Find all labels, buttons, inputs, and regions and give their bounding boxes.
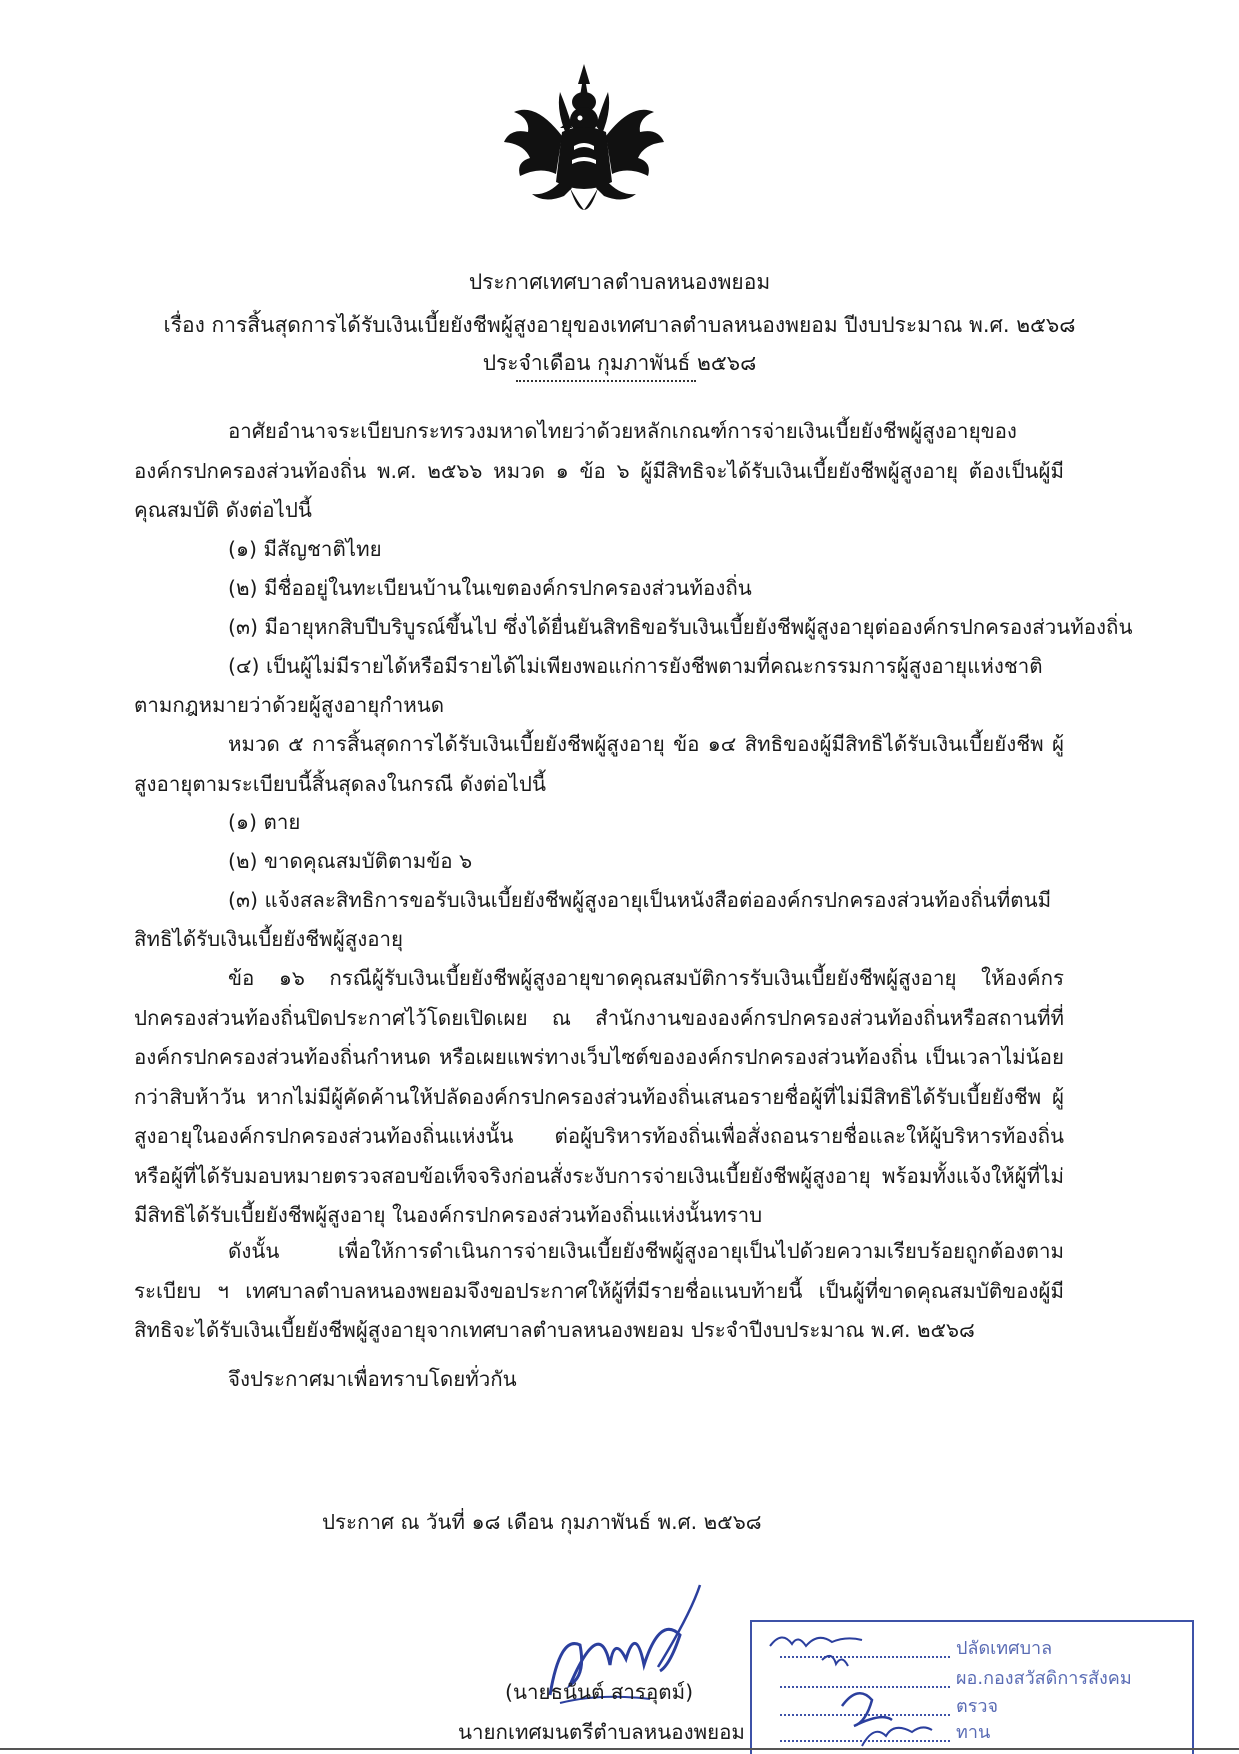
qualification-4-continued: ตามกฎหมายว่าด้วยผู้สูงอายุกำหนด — [134, 693, 445, 717]
announcement-date: ประกาศ ณ วันที่ ๑๘ เดือน กุมภาพันธ์ พ.ศ. ๒๕๖๘ — [322, 1510, 762, 1534]
approval-stamp — [750, 1620, 1194, 1754]
intro-paragraph: อาศัยอำนาจระเบียบกระทรวงมหาดไทยว่าด้วยหลักเกณฑ์การจ่ายเงินเบี้ยยังชีพผู้สูงอายุของ องค์กรปกครองส่วนท้องถิ่น พ.ศ. ๒๕๖๖ หมวด ๑ ข้อ ๖ ผู้มีสิทธิจะได้รับเงินเบี้ยยังชีพผู้สูงอายุ ต้องเป็นผู้มี คุณสมบัติ ดังต่อไปนี้ — [134, 419, 1064, 522]
qualification-4: (๔) เป็นผู้ไม่มีรายได้หรือมีรายได้ไม่เพียงพอแก่การยังชีพตามที่คณะกรรมการผู้สูงอายุแห่งชาติ — [228, 654, 1043, 678]
termination-2: (๒) ขาดคุณสมบัติตามข้อ ๖ — [228, 849, 473, 873]
section5-paragraph: หมวด ๕ การสิ้นสุดการได้รับเงินเบี้ยยังชีพผู้สูงอายุ ข้อ ๑๔ สิทธิของผู้มีสิทธิได้รับเงินเบี้ยยังชีพ ผู้สูงอายุตามระเบียบนี้สิ้นสุดลงในกรณี ดังต่อไปนี้ — [134, 732, 1064, 796]
termination-3: (๓) แจ้งสละสิทธิการขอรับเงินเบี้ยยังชีพผู้สูงอายุเป็นหนังสือต่อองค์กรปกครองส่วนท้องถิ่นที่ตนมี — [228, 888, 1052, 912]
signer-name: (นายธนันต์ สารอุตม์) — [505, 1680, 694, 1704]
announcement-title: ประกาศเทศบาลตำบลหนองพยอม — [468, 270, 771, 294]
qualification-3: (๓) มีอายุหกสิบปีบริบูรณ์ขึ้นไป ซึ่งได้ยื่นยันสิทธิขอรับเงินเบี้ยยังชีพผู้สูงอายุต่อองค์กรปกครองส่วนท้องถิ่น — [228, 615, 1133, 639]
stamp-label: ผอ.กองสวัสดิการสังคม — [956, 1668, 1132, 1689]
signer-title: นายกเทศมนตรีตำบลหนองพยอม — [458, 1720, 745, 1744]
stamp-initials-mark — [762, 1626, 962, 1754]
announcement-month: ประจำเดือน กุมภาพันธ์ ๒๕๖๘ — [482, 351, 757, 375]
clause16-paragraph: ข้อ ๑๖ กรณีผู้รับเงินเบี้ยยังชีพผู้สูงอายุขาดคุณสมบัติการรับเงินเบี้ยยังชีพผู้สูงอายุ ให้องค์กร ปกครองส่วนท้องถิ่นปิดประกาศไว้โดยเปิดเผย ณ สำนักงานขององค์กรปกครองส่วนท้องถิ่นหรือสถานที่ที่ องค์กรปกครองส่วนท้องถิ่นกำหนด หรือเผยแพร่ทางเว็บไซต์ขององค์กรปกครองส่วนท้องถิ่น เป็นเวลาไม่น้อย กว่าสิบห้าวัน หากไม่มีผู้คัดค้านให้ปลัดองค์กรปกครองส่วนท้องถิ่นเสนอรายชื่อผู้ที่ไม่มีสิทธิได้รับเบี้ยยังชีพ ผู้สูงอายุในองค์กรปกครองส่วนท้องถิ่นแห่งนั้น ต่อผู้บริหารท้องถิ่นเพื่อสั่งถอนรายชื่อและให้ผู้บริหารท้องถิ่น หรือผู้ที่ได้รับมอบหมายตรวจสอบข้อเท็จจริงก่อนสั่งระงับการจ่ายเงินเบี้ยยังชีพผู้สูงอายุ พร้อมทั้งแจ้งให้ผู้ที่ไม่ มีสิทธิได้รับเบี้ยยังชีพผู้สูงอายุ ในองค์กรปกครองส่วนท้องถิ่นแห่งนั้นทราบ — [134, 966, 1064, 1227]
conclusion-paragraph: ดังนั้น เพื่อให้การดำเนินการจ่ายเงินเบี้ยยังชีพผู้สูงอายุเป็นไปด้วยความเรียบร้อยถูกต้องตาม ระเบียบ ฯ เทศบาลตำบลหนองพยอมจึงขอประกาศให้ผู้ที่มีรายชื่อแนบท้ายนี้ เป็นผู้ที่ขาดคุณสมบัติของผู้มี สิทธิจะได้รับเงินเบี้ยยังชีพผู้สูงอายุจากเทศบาลตำบลหนองพยอม ประจำปีงบประมาณ พ.ศ. ๒๕๖๘ — [134, 1239, 1064, 1342]
closing-line: จึงประกาศมาเพื่อทราบโดยทั่วกัน — [228, 1367, 517, 1391]
garuda-emblem-icon — [500, 62, 668, 232]
qualification-2: (๒) มีชื่ออยู่ในทะเบียนบ้านในเขตองค์กรปกครองส่วนท้องถิ่น — [228, 576, 752, 600]
qualification-1: (๑) มีสัญชาติไทย — [228, 537, 382, 561]
stamp-label: ทาน — [956, 1722, 991, 1743]
stamp-label: ปลัดเทศบาล — [956, 1638, 1053, 1659]
page-bottom-border — [0, 1748, 1239, 1750]
title-divider — [516, 380, 696, 382]
termination-1: (๑) ตาย — [228, 810, 301, 834]
announcement-subject: เรื่อง การสิ้นสุดการได้รับเงินเบี้ยยังชีพผู้สูงอายุของเทศบาลตำบลหนองพยอม ปีงบประมาณ พ.ศ. ๒๕๖๘ — [163, 313, 1076, 337]
termination-3-continued: สิทธิได้รับเงินเบี้ยยังชีพผู้สูงอายุ — [134, 927, 404, 951]
stamp-label: ตรวจ — [956, 1696, 999, 1717]
